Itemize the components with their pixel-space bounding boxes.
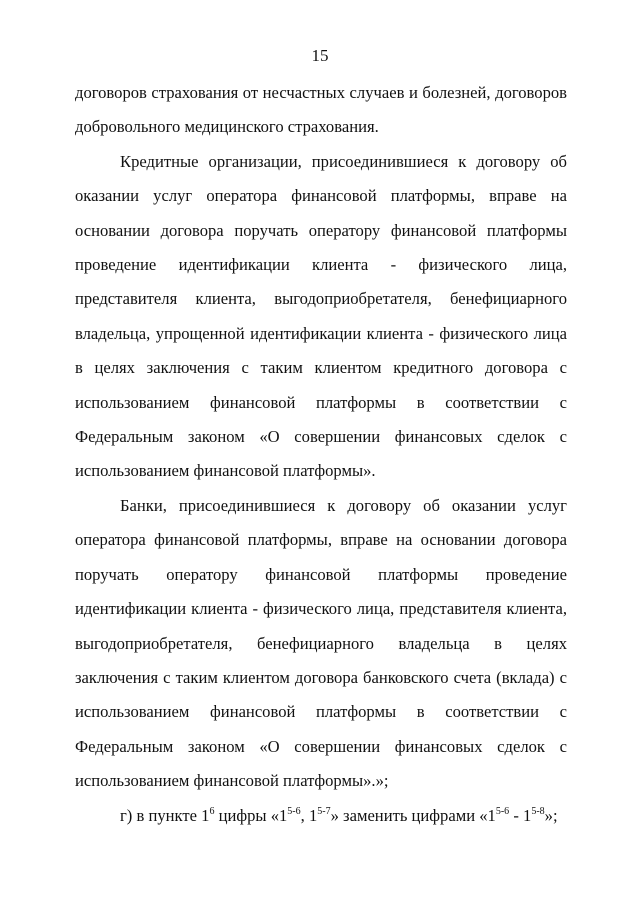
- item-g-sup-1: 6: [209, 805, 215, 817]
- item-g-text-4: » заменить цифрами «1: [330, 805, 496, 825]
- item-g-sup-3: 5-7: [317, 805, 331, 817]
- list-item-g: [75, 799, 567, 833]
- item-g-sup-4: 5-6: [495, 805, 510, 817]
- document-body: [75, 76, 567, 833]
- paragraph-banks: Банки, присоединившиеся к договору об оказании услуг оператора финансовой платформы, вправе на основании договора поручать оператору финансовой платформы проведение идентификации клиента - физического лица, представителя клиента, выгодоприобретателя, бенефициарного владельца в целях заключения с таким клиентом договора банковского счета (вклада) с использованием финансовой платформы в соответствии с Федеральным законом «О совершении финансовых сделок с использованием финансовой платформы».»;: [75, 495, 567, 791]
- item-g-text-5: - 1: [509, 805, 532, 825]
- item-g-sup-2: 5-6: [287, 805, 301, 817]
- item-g-text-2: цифры «1: [214, 805, 288, 825]
- item-g-text-6: »;: [544, 805, 558, 825]
- paragraph-continuation: договоров страхования от несчастных случаев и болезней, договоров добровольного медицинского страхования.: [75, 83, 567, 137]
- page-number: 15: [311, 46, 329, 65]
- item-g-sup-5: 5-8: [531, 805, 545, 817]
- item-g-text-3: , 1: [300, 805, 318, 825]
- paragraph-credit-organizations: Кредитные организации, присоединившиеся к договору об оказании услуг оператора финансовой платформы, вправе на основании договора поручать оператору финансовой платформы проведение идентификации клиента - физического лица, представителя клиента, выгодоприобретателя, бенефициарного владельца, упрощенной идентификации клиента - физического лица в целях заключения с таким клиентом кредитного договора с использованием финансовой платформы в соответствии с Федеральным законом «О совершении финансовых сделок с использованием финансовой платформы».: [75, 151, 567, 481]
- item-g-text-1: г) в пункте 1: [120, 805, 210, 825]
